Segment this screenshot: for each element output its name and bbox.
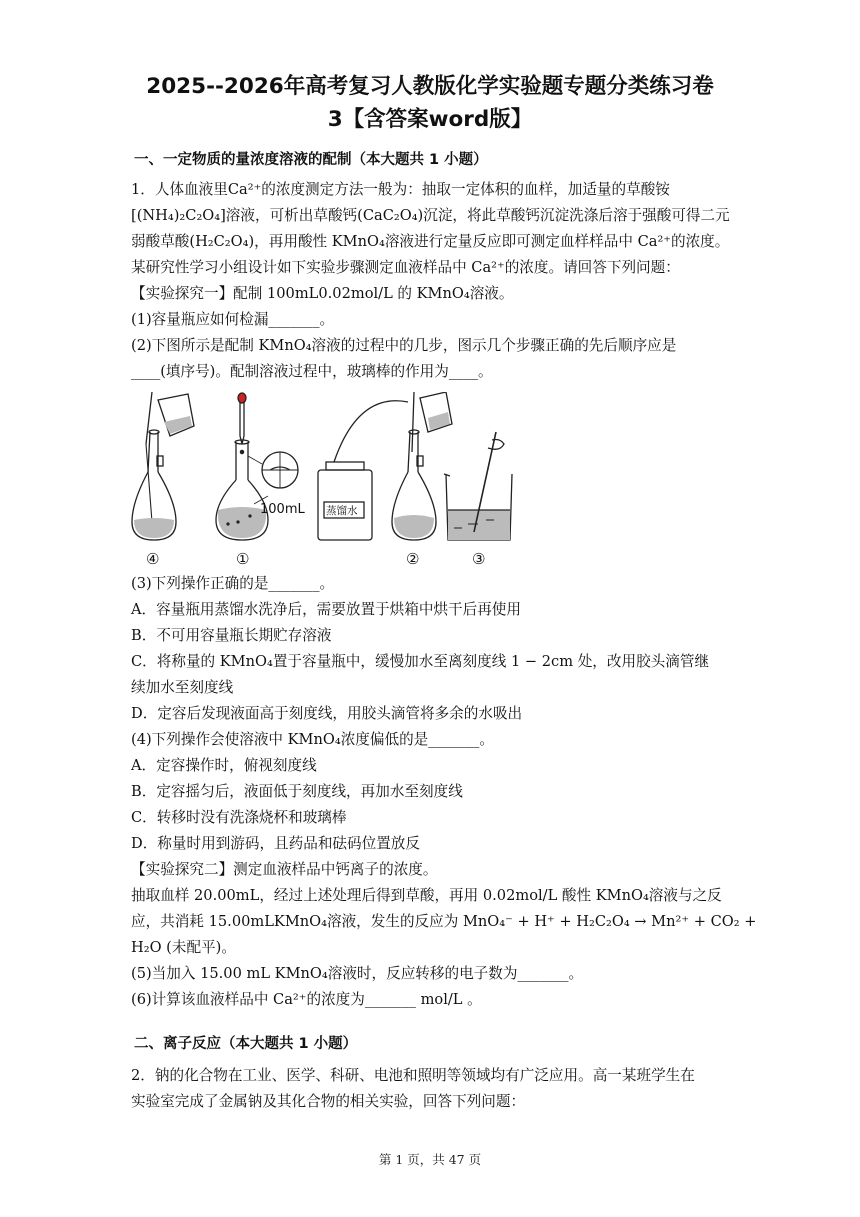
title-line-1: 2025--2026年高考复习人教版化学实验题专题分类练习卷 (146, 74, 714, 99)
section-2-heading: 二、离子反应（本大题共 1 小题） (134, 1036, 358, 1052)
q1-line-2: [(NH₄)₂C₂O₄]溶液，可析出草酸钙(CaC₂O₄)沉淀，将此草酸钙沉淀洗涤后溶于强酸可得二元 (131, 207, 730, 224)
q1-line-3: 弱酸草酸(H₂C₂O₄)，再用酸性 KMnO₄溶液进行定量反应即可测定血样样品中 Ca²⁺的浓度。 (131, 233, 730, 250)
step-3-drawing (444, 432, 512, 540)
q1-sub-4: (4)下列操作会使溶液中 KMnO₄浓度偏低的是_______。 (131, 731, 494, 748)
title-line-2: 3【含答案word版】 (327, 107, 533, 132)
q1-line-4: 某研究性学习小组设计如下实验步骤测定血液样品中 Ca²⁺的浓度。请回答下列问题： (131, 259, 680, 276)
q1-sub-4-option-a: A．定容操作时，俯视刻度线 (131, 757, 317, 774)
q1-sub-3-option-a: A．容量瓶用蒸馏水洗净后，需要放置于烘箱中烘干后再使用 (131, 601, 521, 618)
step-1-drawing (216, 393, 298, 540)
step-label-1: ① (236, 550, 250, 568)
step-label-3: ③ (472, 550, 486, 568)
section-1-heading: 一、一定物质的量浓度溶液的配制（本大题共 1 小题） (134, 152, 488, 168)
step-4-drawing (132, 392, 194, 540)
step-label-4: ④ (146, 550, 160, 568)
q1-sub-4-option-c: C．转移时没有洗涤烧杯和玻璃棒 (131, 809, 347, 826)
q2-line-2: 实验室完成了金属钠及其化合物的相关实验，回答下列问题： (131, 1093, 526, 1110)
q1-sub-3-option-d: D．定容后发现液面高于刻度线，用胶头滴管将多余的水吸出 (131, 705, 523, 722)
q1-procedure-line-2: 应，共消耗 15.00mLKMnO₄溶液，发生的反应为 MnO₄⁻ + H⁺ + H₂C₂O₄ → Mn²⁺ + CO₂ + (131, 913, 757, 930)
q1-procedure-line-3: H₂O (未配平)。 (131, 939, 236, 956)
q1-sub-3-option-c-line-2: 续加水至刻度线 (131, 679, 234, 696)
q1-sub-5: (5)当加入 15.00 mL KMnO₄溶液时，反应转移的电子数为_______。 (131, 965, 584, 982)
page-footer: 第 1 页，共 47 页 (378, 1152, 482, 1167)
q1-sub-4-option-b: B．定容摇匀后，液面低于刻度线，再加水至刻度线 (131, 783, 463, 800)
q1-sub-2-line-2: ____(填序号)。配制溶液过程中，玻璃棒的作用为____。 (131, 363, 493, 380)
q1-sub-3: (3)下列操作正确的是_______。 (131, 575, 335, 592)
q1-experiment-1: 【实验探究一】配制 100mL0.02mol/L 的 KMnO₄溶液。 (131, 285, 514, 302)
step-label-2: ② (406, 550, 420, 568)
bottle-label: 蒸馏水 (326, 505, 358, 517)
q1-sub-3-option-c-line-1: C．将称量的 KMnO₄置于容量瓶中，缓慢加水至离刻度线 1 − 2cm 处，改用胶头滴管继 (131, 653, 710, 670)
document-title (100, 70, 760, 136)
q1-line-1: 1．人体血液里Ca²⁺的浓度测定方法一般为：抽取一定体积的血样，加适量的草酸铵 (131, 181, 670, 198)
q1-sub-1: (1)容量瓶应如何检漏_______。 (131, 311, 335, 328)
q1-sub-3-option-b: B．不可用容量瓶长期贮存溶液 (131, 627, 332, 644)
step-2-drawing (318, 392, 452, 540)
q1-experiment-2: 【实验探究二】测定血液样品中钙离子的浓度。 (131, 861, 438, 878)
q1-procedure-line-1: 抽取血样 20.00mL，经过上述处理后得到草酸，再用 0.02mol/L 酸性 KMnO₄溶液与之反 (131, 887, 722, 904)
q1-sub-4-option-d: D．称量时用到游码，且药品和砝码位置放反 (131, 835, 420, 852)
q1-sub-6: (6)计算该血液样品中 Ca²⁺的浓度为_______ mol/L 。 (131, 991, 482, 1008)
lab-steps-figure (128, 392, 728, 570)
flask-volume-label: 100mL (260, 502, 305, 517)
q2-line-1: 2．钠的化合物在工业、医学、科研、电池和照明等领域均有广泛应用。高一某班学生在 (131, 1067, 695, 1084)
q1-sub-2-line-1: (2)下图所示是配制 KMnO₄溶液的过程中的几步，图示几个步骤正确的先后顺序应是 (131, 337, 677, 354)
